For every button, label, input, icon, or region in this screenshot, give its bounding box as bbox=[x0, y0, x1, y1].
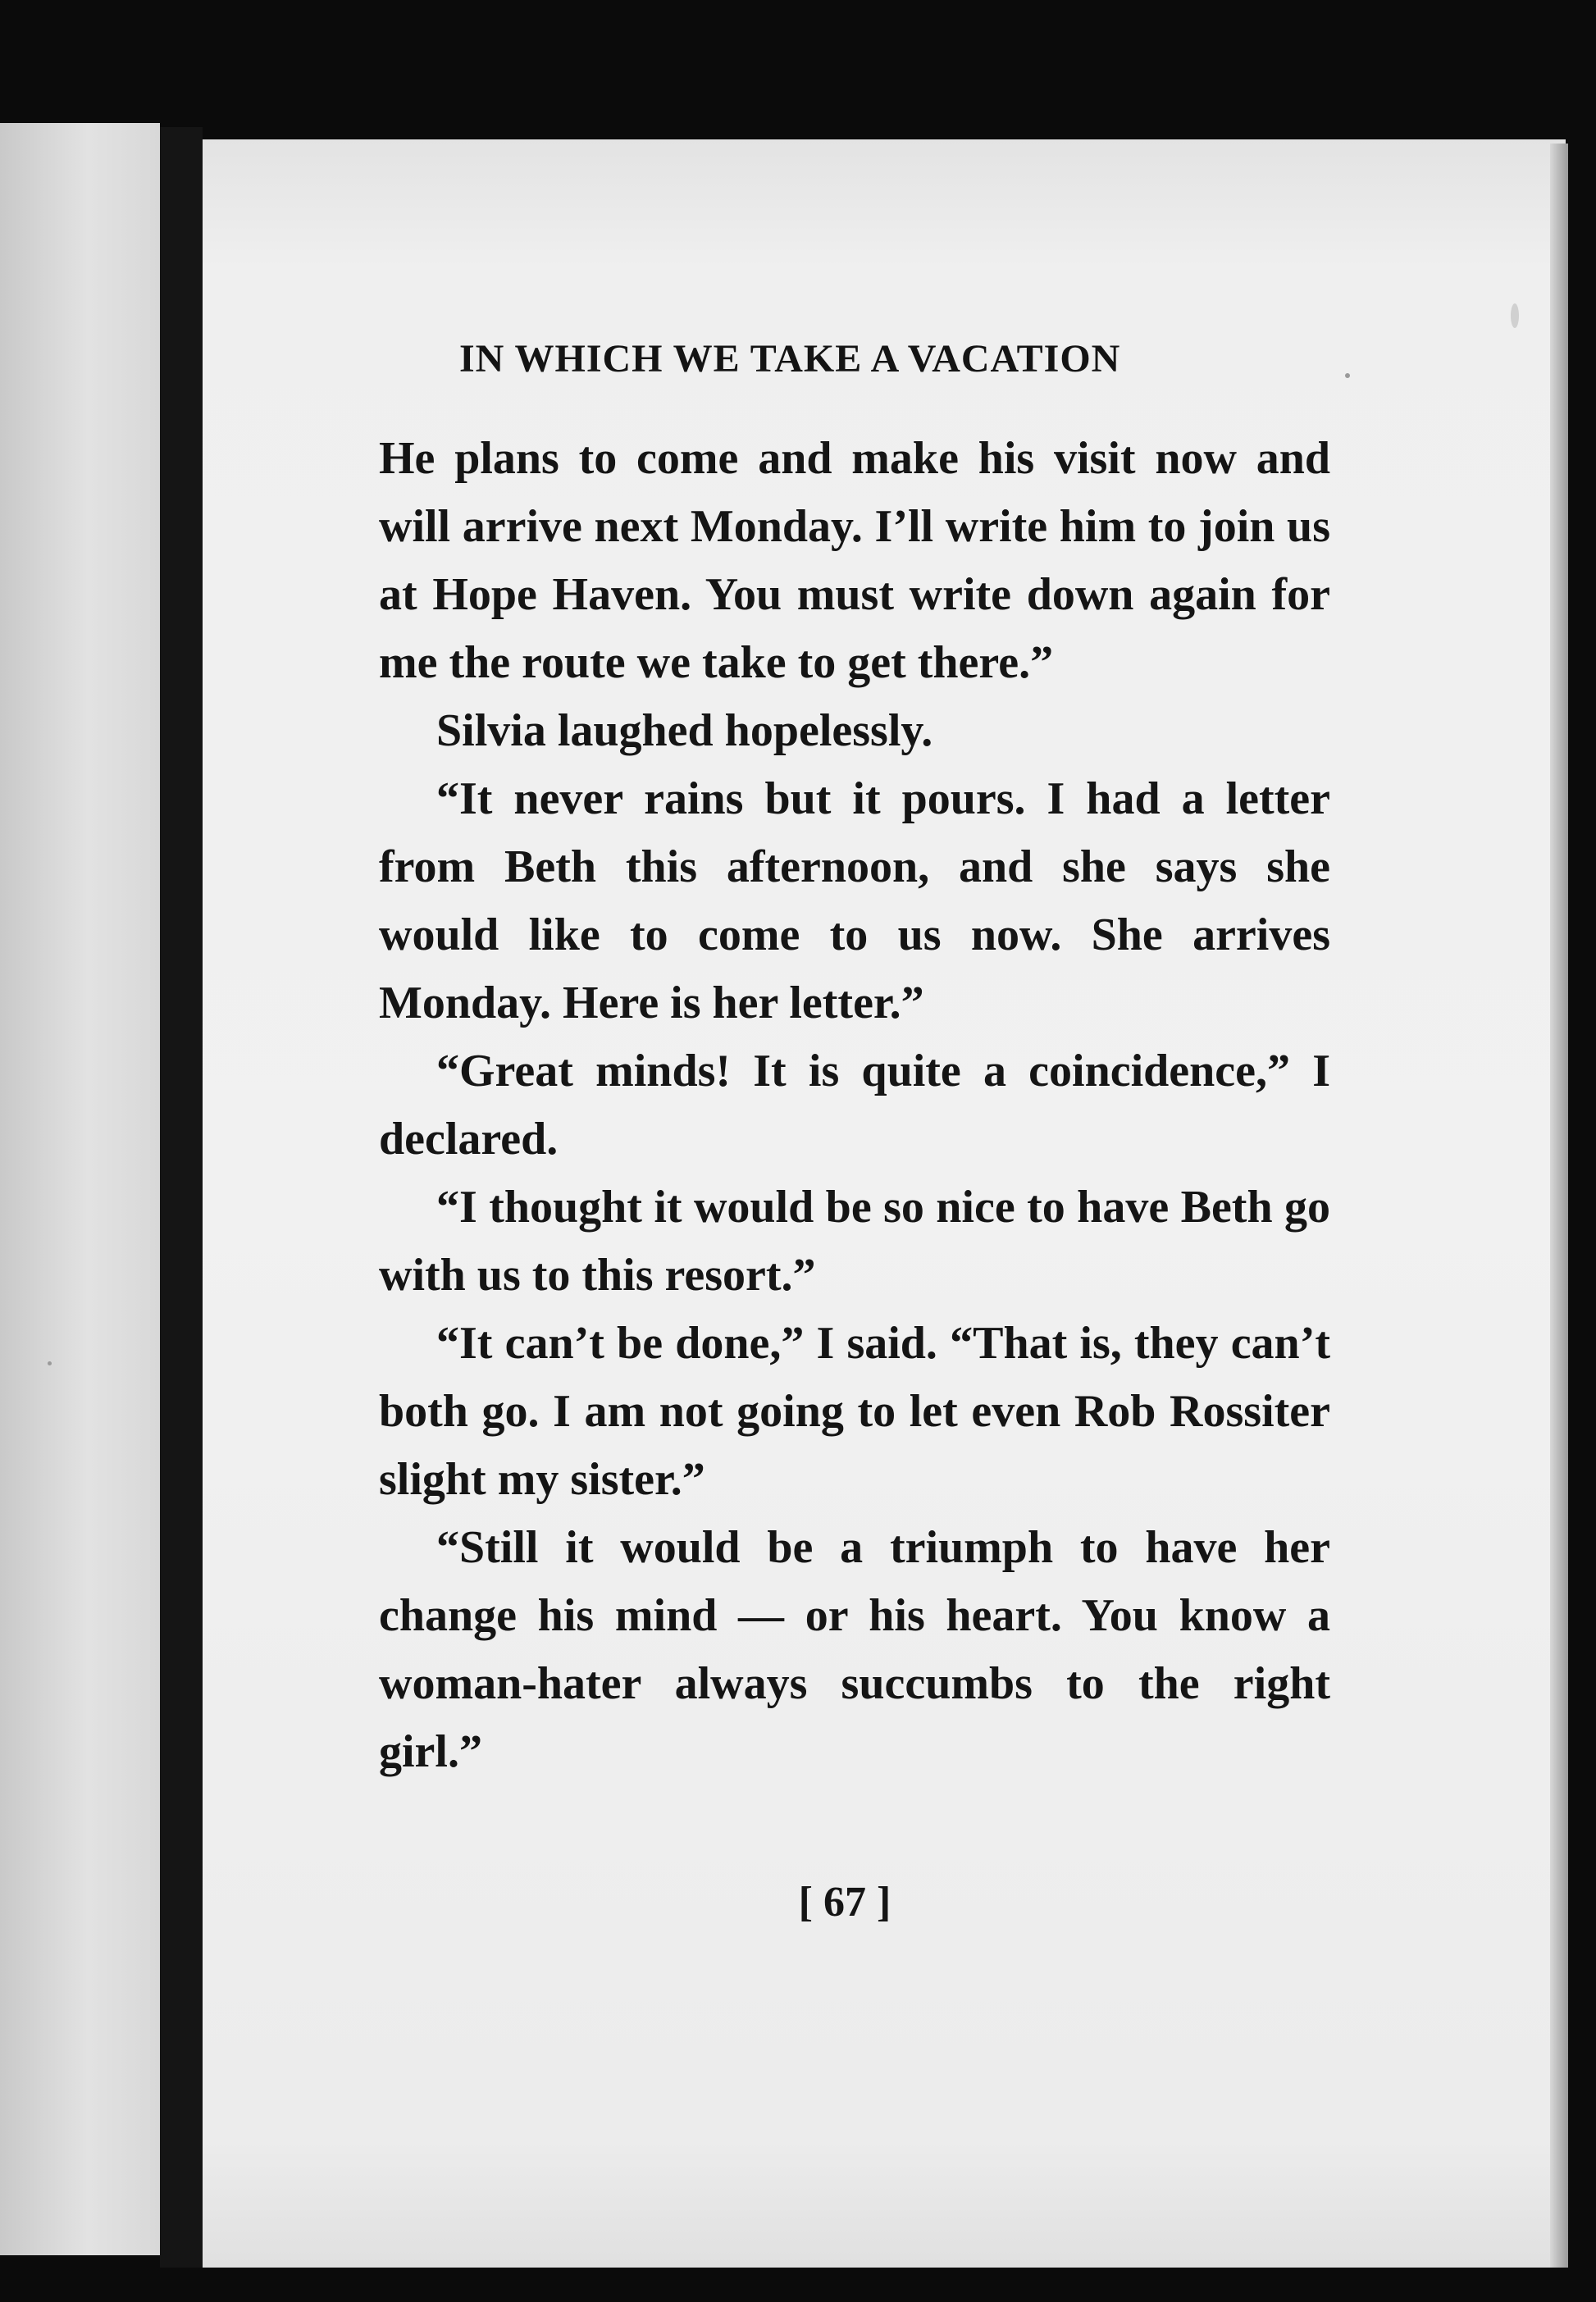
page-number: [ 67 ] bbox=[798, 1879, 891, 1926]
facing-page-edge bbox=[0, 123, 160, 2255]
paragraph: “It never rains but it pours. I had a letter from Beth this afternoon, and she says she would like to come to us now. She arrives Monday. Here is her letter.” bbox=[379, 773, 1330, 1028]
paragraph: “I thought it would be so nice to have Beth go with us to this resort.” bbox=[379, 1182, 1330, 1301]
paragraph: Silvia laughed hopelessly. bbox=[436, 705, 933, 756]
paragraph: “Great minds! It is quite a coincidence,” I declared. bbox=[379, 1046, 1330, 1165]
body-text bbox=[379, 425, 1330, 1786]
book-gutter bbox=[160, 127, 203, 2268]
running-head: IN WHICH WE TAKE A VACATION bbox=[459, 337, 1121, 381]
dust-speck bbox=[1345, 373, 1350, 378]
paragraph: He plans to come and make his visit now and will arrive next Monday. I’ll write him to join us at Hope Haven. You must write down again for me the route we take to get there.” bbox=[379, 433, 1330, 688]
dust-speck bbox=[1511, 303, 1519, 328]
dust-speck bbox=[48, 1361, 52, 1365]
page-edge-shadow bbox=[1550, 144, 1568, 2268]
paragraph: “It can’t be done,” I said. “That is, they can’t both go. I am not going to let even Rob Rossiter slight my sister.” bbox=[379, 1318, 1330, 1505]
paragraph: “Still it would be a triumph to have her change his mind — or his heart. You know a woman-hater always succumbs to the right girl.” bbox=[379, 1522, 1330, 1777]
